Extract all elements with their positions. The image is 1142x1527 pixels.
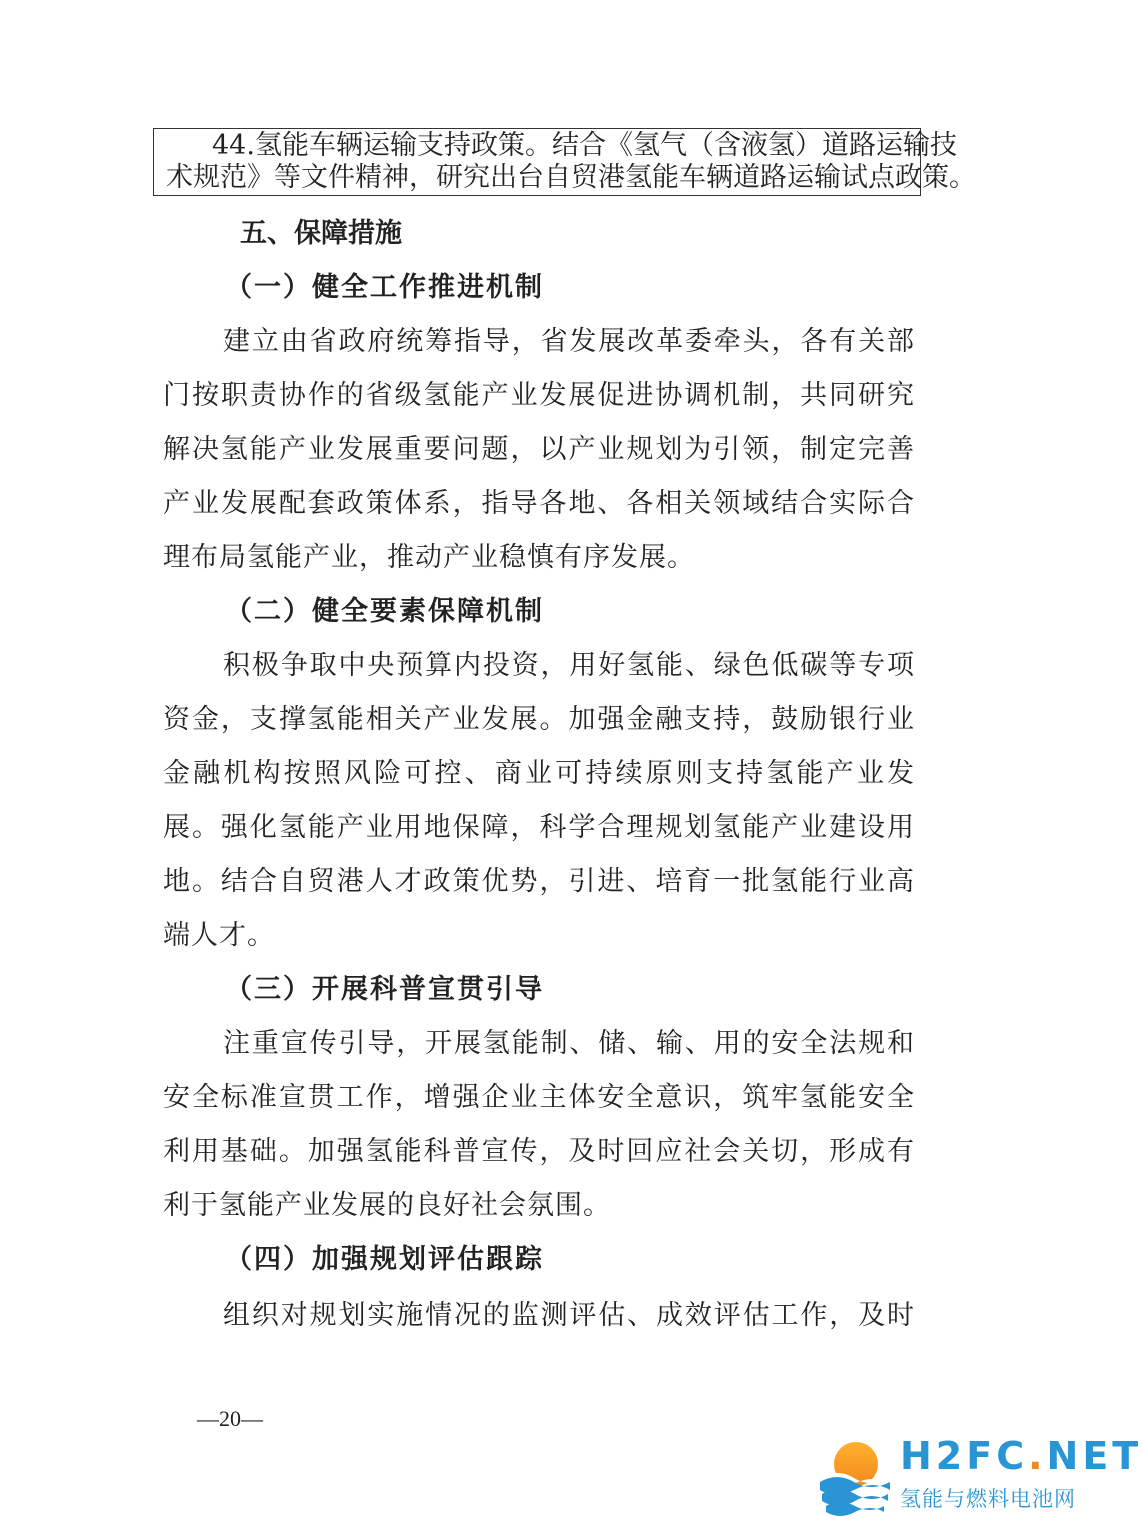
brand-dot: . <box>1028 1434 1047 1478</box>
page-number: —20— <box>197 1406 263 1431</box>
sun-wave-logo-icon <box>818 1428 892 1518</box>
paragraph-line: 金融机构按照风险可控、商业可持续原则支持氢能产业发 <box>163 758 915 789</box>
paragraph-line: 积极争取中央预算内投资，用好氢能、绿色低碳等专项 <box>223 650 915 681</box>
watermark <box>818 1428 1142 1527</box>
boxed-policy-item <box>153 128 976 196</box>
paragraph-line: 理布局氢能产业，推动产业稳慎有序发展。 <box>163 542 695 573</box>
brand-suffix: NET <box>1046 1434 1142 1478</box>
boxed-line-2: 术规范》等文件精神，研究出台自贸港氢能车辆道路运输试点政策。 <box>166 162 976 193</box>
paragraph-line: 产业发展配套政策体系，指导各地、各相关领域结合实际合 <box>163 488 915 519</box>
paragraph-line: 利用基础。加强氢能科普宣传，及时回应社会关切，形成有 <box>163 1136 915 1167</box>
subsection-heading-3: （三）开展科普宣贯引导 <box>225 974 544 1005</box>
paragraph-line: 资金，支撑氢能相关产业发展。加强金融支持，鼓励银行业 <box>163 704 915 735</box>
paragraph-line: 展。强化氢能产业用地保障，科学合理规划氢能产业建设用 <box>163 812 915 843</box>
watermark-brand <box>900 1434 1142 1478</box>
paragraph-line: 建立由省政府统筹指导，省发展改革委牵头，各有关部 <box>223 326 915 357</box>
paragraph-line: 注重宣传引导，开展氢能制、储、输、用的安全法规和 <box>223 1028 915 1059</box>
boxed-line-1: 44.氢能车辆运输支持政策。结合《氢气（含液氢）道路运输技 <box>212 130 957 161</box>
brand-prefix: H2FC <box>900 1434 1029 1478</box>
paragraph-line: 端人才。 <box>163 920 275 951</box>
paragraph-line: 解决氢能产业发展重要问题，以产业规划为引领，制定完善 <box>163 434 915 465</box>
section-title: 五、保障措施 <box>240 218 402 249</box>
paragraph-line: 利于氢能产业发展的良好社会氛围。 <box>163 1190 611 1221</box>
subsection-heading-2: （二）健全要素保障机制 <box>225 596 544 627</box>
paragraph-line: 地。结合自贸港人才政策优势，引进、培育一批氢能行业高 <box>163 866 915 897</box>
paragraph-line: 组织对规划实施情况的监测评估、成效评估工作，及时 <box>223 1300 915 1331</box>
watermark-subtitle: 氢能与燃料电池网 <box>900 1487 1076 1511</box>
subsection-heading-4: （四）加强规划评估跟踪 <box>225 1244 544 1275</box>
subsection-heading-1: （一）健全工作推进机制 <box>225 272 544 303</box>
paragraph-line: 门按职责协作的省级氢能产业发展促进协调机制，共同研究 <box>163 380 915 411</box>
paragraph-line: 安全标准宣贯工作，增强企业主体安全意识，筑牢氢能安全 <box>163 1082 915 1113</box>
